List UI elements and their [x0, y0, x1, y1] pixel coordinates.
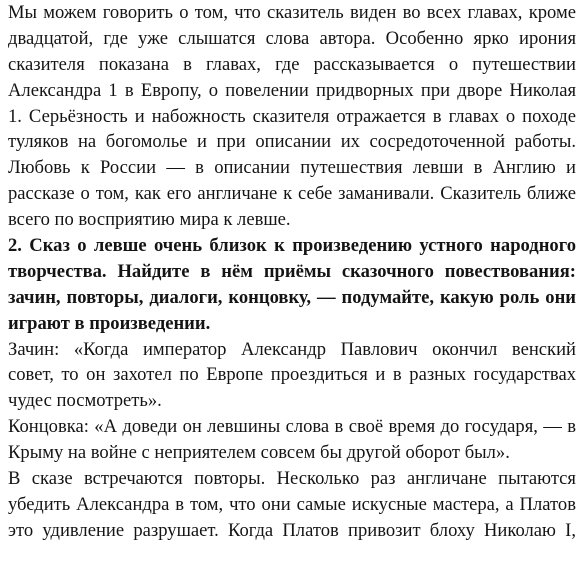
text-line: Концовка: «А доведи он левшины слова в своё время до государя, — в	[8, 416, 576, 438]
text-line: совет, то он захотел по Европе проездиться и в разных государствах	[8, 364, 576, 386]
text-line: всего по восприятию мира к левше.	[8, 209, 291, 231]
text-line: убедить Александра в том, что они самые искусные мастера, а Платов	[8, 493, 576, 515]
text-line: это удивление разрушает. Когда Платов привозит блоху Николаю I,	[8, 519, 576, 541]
text-line: сказителя показана в главах, где рассказывается о путешествии	[8, 53, 576, 75]
question-line: играют в произведении.	[8, 312, 211, 334]
text-line: туляков на богомолье и при описании их сосредоточенной работы.	[8, 131, 576, 153]
text-line: В сказе встречаются повторы. Несколько раз англичане пытаются	[8, 468, 576, 490]
document-page	[8, 0, 576, 544]
text-line: чудес посмотреть».	[8, 390, 162, 412]
text-line: Любовь к России — в описании путешествия левши в Англию и	[8, 157, 576, 179]
text-line: Зачин: «Когда император Александр Павлович окончил венский	[8, 338, 576, 360]
text-line: Александра 1 в Европу, о повелении придворных при дворе Николая	[8, 79, 576, 101]
text-line: Мы можем говорить о том, что сказитель виден во всех главах, кроме	[8, 2, 576, 23]
text-line: рассказе о том, как его англичане к себе заманивали. Сказитель ближе	[8, 183, 576, 205]
text-line: 1. Серьёзность и набожность сказителя отражается в главах о походе	[8, 105, 576, 127]
question-line: 2. Сказ о левше очень близок к произведению устного народного	[8, 235, 576, 257]
text-line: Крыму на войне с неприятелем совсем бы другой оборот был».	[8, 442, 510, 464]
text-line: двадцатой, где уже слышатся слова автора. Особенно ярко ирония	[8, 27, 576, 49]
question-line: зачин, повторы, диалоги, концовку, — подумайте, какую роль они	[8, 286, 576, 308]
question-line: творчества. Найдите в нём приёмы сказочного повествования:	[8, 260, 576, 282]
